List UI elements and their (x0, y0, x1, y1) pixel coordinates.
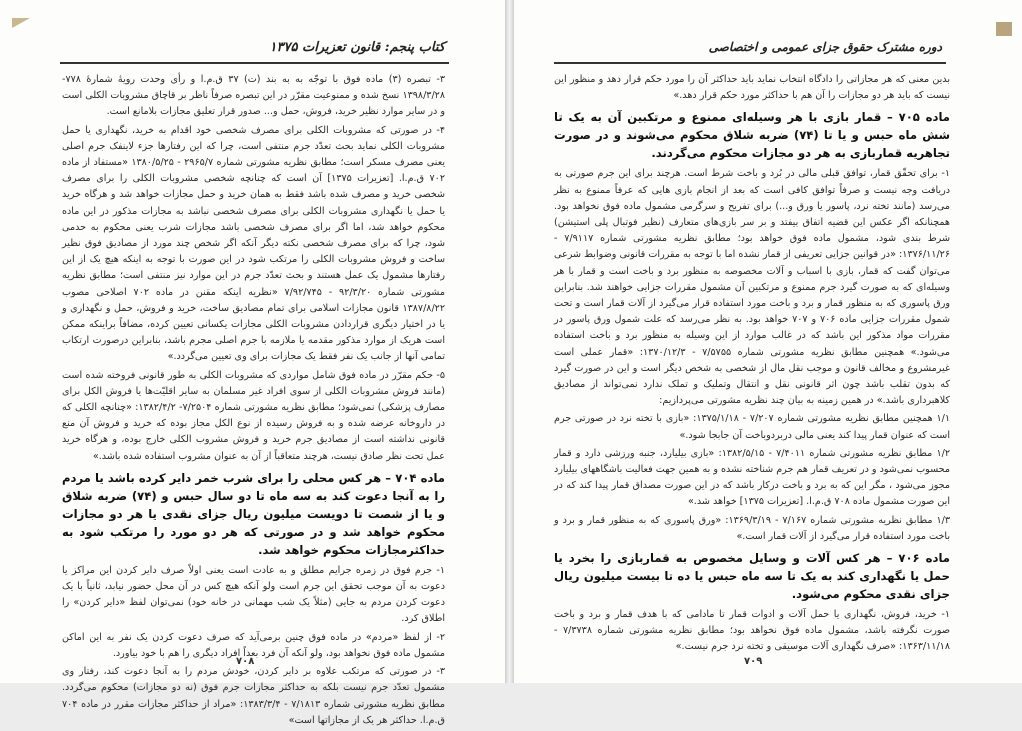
article-706: ماده ۷۰۶ – هر کس آلات و وسایل مخصوص به قماربازی را بخرد یا حمل یا نگهداری کند به یک تا سه ماه حبس یا ده تا بیست میلیون ریال جزای نقدی محکوم می‌شود. (554, 551, 950, 602)
note-paragraph: ۱/۱ همچنین مطابق نظریه مشورتی شماره ۷/۲۰۷ - ۱۳۷۵/۱/۱۸: «بازی با تخته نرد در صورتی جرم است که عنوان قمار پیدا کند یعنی مالی دربردوباخت آن جابجا شود.» (554, 413, 951, 441)
right-page (514, 0, 1022, 683)
page-number: ۷۰۹ (744, 656, 763, 667)
corner-ornament (12, 18, 30, 28)
note-paragraph: بدین معنی که هر مجازاتی را دادگاه انتخاب نماید باید حداکثر آن را مورد حکم قرار دهد و منظور این نیست که باید هر دو مجازات را آن هم با حداکثر مورد حکم قرار دهد.» (554, 74, 950, 102)
page-header: کتاب پنجم: قانون تعزیرات ۱۳۷۵ (269, 40, 445, 55)
corner-ornament (996, 22, 1012, 36)
header-rule (554, 62, 946, 64)
note-paragraph: ۴- در صورتی که مشروبات الکلی برای مصرف شخصی خود اقدام به خرید، نگهداری یا حمل مشروبات الکلی نماید بحث تعدّد جرم منتفی است، چرا که این رفتارها جزء لاینفک جرم اصلی یعنی مصرف مسکر است؛ مطابق نظریه مشورتی شماره ۲۹۶۵/۷ - ۱۳۸۰/۵/۲۵ «مستفاد از ماده ۷۰۲ ق.م.ا. [تعزیرات ۱۳۷۵] آن است که چنانچه شخصی مشروبات الکلی را برای مصرف شخصی خرید و مصرف شده باشد فقط به همان خرید و حمل مجازات خواهد شد و هرگاه خرید یا حمل یا نگهداری مشروبات الکلی برای مصرف شخصی نباشد به مجازات مذکور در این ماده محکوم خواهد شد، اما اگر برای مصرف شخصی باشد مجازات شرب یعنی محکوم به حدمی شود، چرا که برای مصرف شخصی نکته دیگر آنکه اگر شخص چند مورد از مصادیق فوق نظیر ساخت و فروش مشروبات الکلی را مرتکب شود در این صورت با توجه به اینکه هیچ یک از این رفتارها مشمول یک عمل هستند و بحث تعدّد جرم در این موارد نیز منتفی است؛ مطابق نظریه مشورتی شماره ۹۲/۳/۲۰ - ۷/۹۲/۷۴۵ «نظریه اینکه مقنن در ماده ۷۰۲ اصلاحی مصوب ۱۳۸۷/۸/۲۲ قانون مجازات اسلامی برای تمام مصادیق ساخت، خرید و فروش، حمل و نگهداری و یا در اختیار دیگری قراردادن مشروبات الکلی مجازات یکسانی تعیین کرده، مضافاً براینکه ممکن است هریک از موارد مذکور مقدمه یا ملازمه با جرم اصلی مجرم باشد، بنابراین درصورت ارتکاب تمامی آنها از جانب یک نفر فقط یک مجازات برای وی تعیین می‌گردد.» (62, 124, 445, 363)
left-page (0, 0, 505, 726)
note-paragraph: ۱/۲ مطابق نظریه مشورتی شماره ۷/۴۰۱۱ - ۱۳۸۲/۵/۱۵: «بازی بیلیارد، جنبه ورزشی دارد و قمار محسوب نمی‌شود و در تعریف قمار هم جرم شناخته نشده و به همین جهت فعالیت باشگاههای بیلیارد مجوز می‌شود ، مگر این که به برد و باخت درکار باشد که در این صورت مصداق قمار پیدا کند که در این صورت مشمول ماده ۷۰۸ ق.م.ا. [تعزیرات ۱۳۷۵] خواهد شد.» (554, 447, 951, 508)
page-content (554, 72, 950, 658)
note-paragraph: ۲- از لفظ «مردم» در ماده فوق چنین برمی‌آید که صرف دعوت کردن یک نفر به این اماکن مشمول ماده فوق نخواهد بود، ولو آنکه آن فرد بعداً افراد دیگری را هم با خود بیاورد. (62, 631, 445, 659)
header-rule (60, 62, 449, 64)
note-paragraph: ۵- حکم مقرّر در ماده فوق شامل مواردی که مشروبات الکلی به طور قانونی فروخته شده است (مانند فروش مشروبات الکلی از سوی افراد غیر مسلمان به سایر اقلیّت‌ها یا فروش الکل برای مصارف پزشکی) نمی‌شود؛ مطابق نظریه مشورتی شماره ۷/۲۵۰۴- ۱۳۸۲/۴/۲: «چنانچه الکلی که در داروخانه عرضه شده و به فروش رسیده از نوع الکل مجاز بوده که خرید و فروش آن منع قانونی نداشته است از مصادیق جرم خرید و فروش مشروب الکلی خارج بوده، و هرگاه خرید عمل تحت نظر صادق نیست، هرچند متعاقباً از آن به عنوان مشروب استفاده شده باشد.» (62, 369, 445, 462)
note-paragraph: ۳- تبصره (۳) ماده فوق با توجّه به به بند (ت) ۳۷ ق.م.ا و رأی وحدت رویهٔ شمارهٔ ۷۷۸- ۱۳۹۸/۳/۲۸ نسخ شده و ممنوعیت مقرّر در این تبصره صرفاً ناظر بر قاچاق مشروبات الکلی است و در سایر موارد نظیر خرید، فروش، حمل و... صدور قرار تعلیق مجازات بلامانع است. (62, 74, 445, 118)
note-paragraph: ۱- برای تحقّق قمار، توافق قبلی مالی در بُرد و باخت شرط است. هرچند برای این جرم صورتی به دریافت وجه نیست و صرفاً توافق کافی است که بعد از انجام بازی هایی که عرفاً ممنوع به نظر می‌رسد (مانند تخته نرد، پاسور یا ورق و...) برای تفریح و سرگرمی مشمول ماده فوق نخواهد بود. همچنانکه اگر عکس این قضیه اتفاق بیفتد و بر سر بازی‌های متعارف (نظیر فوتبال پلی استیشن) شرط بندی شود، مشمول ماده فوق خواهد بود؛ مطابق نظریه مشورتی شماره ۷/۹۱۱۷ - ۱۳۷۶/۱۱/۲۶: «در قوانین جزایی تعریفی از قمار نشده اما با توجه به مقررات قانونی وضوابط شرعی می‌توان گفت که قمار، بازی با اسباب و آلات مخصوصه به منظور برد و باخت است و قمار با هر وسیله‌ای که به صورت گیرد جرم ممنوع و مرتکبین آن مشمول مقررات جزایی خواهند شد. بنابراین ورق پاسوری که به منظور قمار و برد و باخت مورد استفاده قرار می‌گیرد از آلات قمار است و تحت شمول مقررات جزایی ماده ۷۰۶ و ۷۰۷ خواهد بود. به نظر می‌رسد که علت شمول ورق پاسور در مقررات مواد مذکور این باشد که در غالب موارد از این وسیله به منظور برد و باخت استفاده می‌شود.» همچنین مطابق نظریه مشورتی شماره ۷/۵۷۵۵ - ۱۳۷۰/۱۲/۳: «قمار عملی است غیرمشروع و مخالف قانون و موجب نقل مال از شخصی به شخص دیگر است و این در صورت گیرد که بدون تقلب باشد چون اثر قانونی نقل و انتقال وتملیک و تملک ندارد نمی‌تواند از مصادیق کلاهبرداری باشد.» در همین زمینه به بیان چند نظریه مشورتی می‌پردازیم: (554, 168, 950, 407)
note-paragraph: ۱- جرم فوق در زمره جرایم مطلق و به عادت است یعنی اولاً صرف دایر کردن این مراکز یا دعوت به آن موجب تحقق این جرم است ولو آنکه هیچ کس در آن محل حضور نیابد، ثانیاً با یک دعوت کردن مردم به جایی (مثلاً یک شب مهمانی در خانه خود) نمی‌توان لفظ «دایر کردن» را اطلاق کرد. (62, 564, 445, 625)
page-content (62, 72, 445, 731)
note-paragraph: ۱- خرید، فروش، نگهداری یا حمل آلات و ادوات قمار تا مادامی که با هدف قمار و برد و باخت صورت نگرفته باشد، مشمول ماده فوق نخواهد بود؛ مطابق نظریه مشورتی شماره ۷/۳۷۳۸ - ۱۳۶۳/۱۱/۱۸: «صرف نگهداری آلات موسیقی و تخته نرد جرم نیست.» (554, 609, 950, 653)
book-gutter (505, 0, 514, 683)
page-number: ۷۰۸ (236, 656, 255, 667)
article-704: ماده ۷۰۴ – هر کس محلی را برای شرب خمر دایر کرده باشد یا مردم را به آنجا دعوت کند به سه ماه تا دو سال حبس و (۷۴) ضربه شلاق و یا از شصت تا دویست میلیون ریال جزای نقدی یا هر دو مجازات محکوم خواهد شد و در صورتی که هر دو مورد را مرتکب شود به حداکثرمجازات محکوم خواهد شد. (62, 470, 445, 557)
page-header: دوره مشترک حقوق جزای عمومی و اختصاصی (708, 40, 942, 54)
note-paragraph: ۳- در صورتی که مرتکب علاوه بر دایر کردن، خودش مردم را به آنجا دعوت کند، رفتار وی مشمول تعدّد جرم نیست بلکه به حداکثر مجازات جرم فوق (نه دو مجازات) محکوم می‌گردد. مطابق نظریه مشورتی شماره ۷/۱۸۱۳ - ۱۳۸۳/۳/۴: «مراد از حداکثر مجازات مقرر در ماده ۷۰۴ ق.م.ا. حداکثر هر یک از مجازاتها است» (62, 666, 446, 726)
article-705: ماده ۷۰۵ – قمار بازی با هر وسیله‌ای ممنوع و مرتکبین آن به یک تا شش ماه حبس و یا تا (۷۴) ضربه شلاق محکوم می‌شوند و در صورت تجاهریه قماربازی به هر دو مجازات محکوم می‌گردند. (554, 110, 950, 161)
note-paragraph: ۱/۳ مطابق نظریه مشورتی شماره ۷/۱۶۷ - ۱۳۶۹/۳/۱۹: «ورق پاسوری که به منظور قمار و برد و باخت مورد استفاده قرار می‌گیرد از آلات قمار است.» (554, 514, 951, 542)
